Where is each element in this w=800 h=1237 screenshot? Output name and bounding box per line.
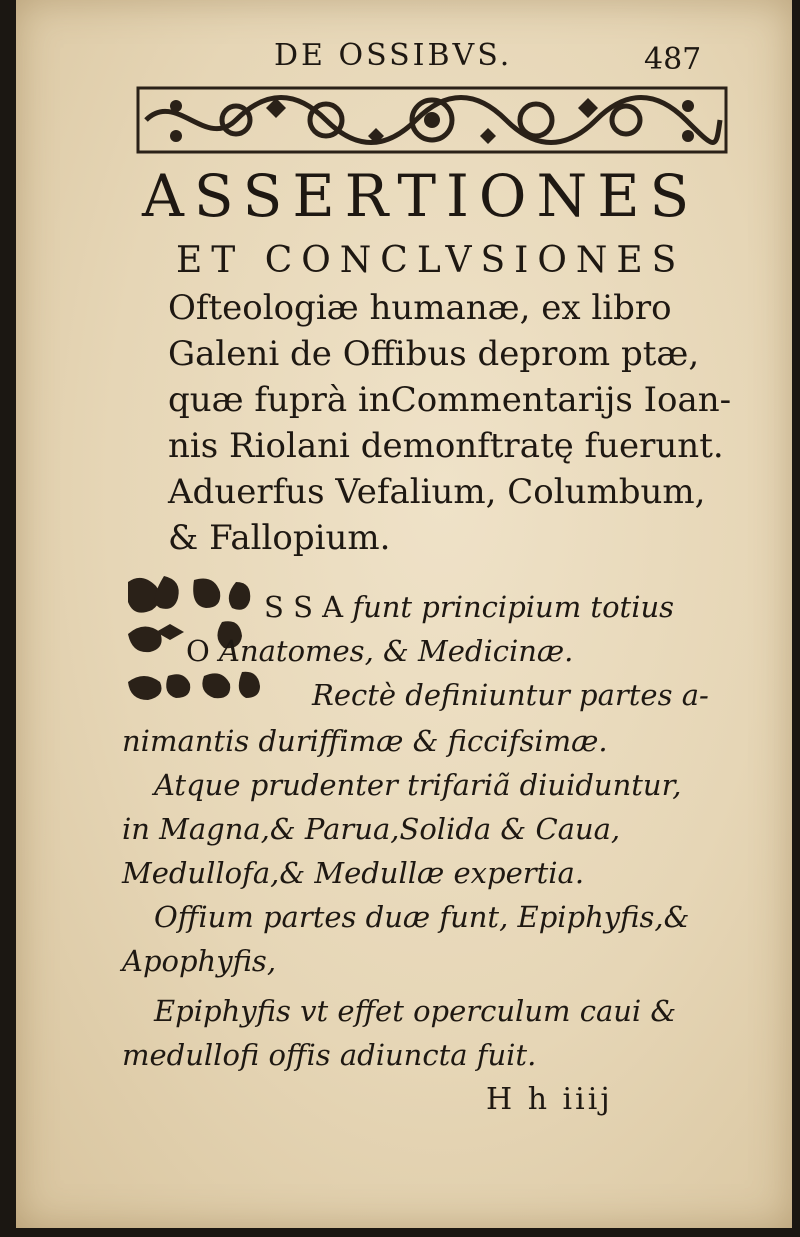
body-lead: S S A [264, 590, 344, 624]
running-head: DE OSSIBVS. [274, 38, 513, 73]
headpiece-ornament [136, 84, 728, 156]
intro-line: & Fallopium. [168, 518, 391, 558]
page-number: 487 [644, 42, 702, 77]
body-line: Medullofa,& Medullæ expertia. [122, 856, 585, 890]
body-line: medullofi offis adiuncta fuit. [122, 1038, 537, 1072]
body-lead: O [186, 634, 210, 668]
intro-line: quæ fuprà inCommentarijs Ioan- [168, 380, 732, 420]
body-line [312, 678, 709, 712]
signature-mark: H h iiij [486, 1082, 613, 1117]
subtitle: ET CONCLVSIONES [176, 240, 686, 281]
title: ASSERTIONES [142, 162, 700, 230]
body-text: Anatomes, & Medicinæ. [219, 634, 574, 668]
body-line: nimantis duriffimæ & ficcifsimæ. [122, 724, 608, 758]
body-line [264, 590, 674, 624]
body-line: in Magna,& Parua,Solida & Caua, [122, 812, 621, 846]
book-page [16, 0, 792, 1228]
intro-line: Galeni de Offibus deprom ptæ, [168, 334, 700, 374]
body-text: Rectè definiuntur partes a- [312, 678, 709, 712]
body-line: Offium partes duæ funt, Epiphyfis,& [154, 900, 690, 934]
body-line: Apophyfis, [122, 944, 277, 978]
intro-line: nis Riolani demonftratę fuerunt. [168, 426, 724, 466]
body-line: Atque prudenter trifariã diuiduntur, [154, 768, 682, 802]
intro-line: Aduerfus Vefalium, Columbum, [168, 472, 706, 512]
page-header [16, 36, 792, 80]
intro-line: Ofteologiæ humanæ, ex libro [168, 288, 672, 328]
body-text: funt principium totius [352, 590, 675, 624]
body-line [186, 634, 573, 668]
body-line: Epiphyfis vt effet operculum caui & [154, 994, 677, 1028]
